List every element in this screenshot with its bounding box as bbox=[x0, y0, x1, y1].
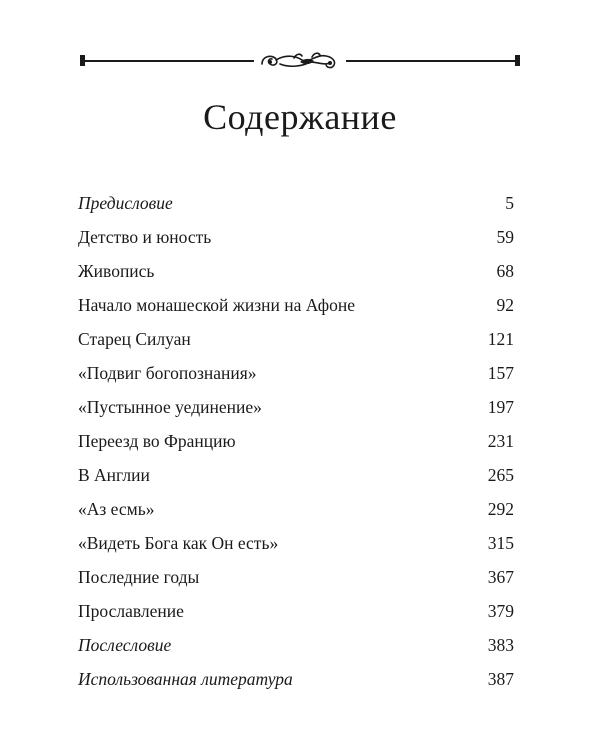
toc-entry[interactable] bbox=[78, 492, 514, 526]
toc-entry[interactable] bbox=[78, 220, 514, 254]
scroll-ornament-icon bbox=[256, 48, 344, 72]
toc-entry-title: Предисловие bbox=[78, 193, 173, 213]
toc-entry[interactable] bbox=[78, 628, 514, 662]
page-title: Содержание bbox=[203, 97, 397, 137]
toc-entry[interactable] bbox=[78, 594, 514, 628]
toc-entry-page: 231 bbox=[487, 431, 514, 451]
toc-entry-page: 68 bbox=[496, 261, 514, 281]
toc-entry[interactable] bbox=[78, 356, 514, 390]
toc-entry[interactable] bbox=[78, 526, 514, 560]
table-of-contents bbox=[78, 186, 514, 696]
ornament-right-rule bbox=[346, 60, 518, 62]
toc-entry-title: Детство и юность bbox=[78, 227, 212, 247]
toc-entry[interactable] bbox=[78, 424, 514, 458]
toc-entry-title: «Подвиг богопознания» bbox=[78, 363, 257, 383]
toc-entry-title: «Пустынное уединение» bbox=[78, 397, 262, 417]
header-ornament bbox=[80, 48, 520, 72]
toc-entry-page: 197 bbox=[487, 397, 514, 417]
toc-entry-page: 265 bbox=[487, 465, 514, 485]
toc-entry-page: 292 bbox=[487, 499, 514, 519]
toc-entry-page: 59 bbox=[496, 227, 514, 247]
toc-entry-title: Прославление bbox=[78, 601, 184, 621]
toc-entry-page: 5 bbox=[505, 193, 514, 213]
toc-entry-page: 92 bbox=[496, 295, 514, 315]
toc-entry-title: Начало монашеской жизни на Афоне bbox=[78, 295, 355, 315]
toc-entry[interactable] bbox=[78, 560, 514, 594]
toc-entry[interactable] bbox=[78, 186, 514, 220]
toc-entry-page: 121 bbox=[487, 329, 514, 349]
toc-entry[interactable] bbox=[78, 390, 514, 424]
toc-entry-title: Послесловие bbox=[78, 635, 172, 655]
toc-entry[interactable] bbox=[78, 288, 514, 322]
toc-entry-title: Старец Силуан bbox=[78, 329, 191, 349]
ornament-right-cap bbox=[515, 55, 520, 66]
toc-entry-title: «Аз есмь» bbox=[78, 499, 155, 519]
toc-entry-title: Использованная литература bbox=[78, 669, 293, 689]
toc-entry[interactable] bbox=[78, 322, 514, 356]
toc-entry-page: 367 bbox=[487, 567, 514, 587]
toc-entry-page: 157 bbox=[487, 363, 514, 383]
toc-entry-title: Переезд во Францию bbox=[78, 431, 236, 451]
toc-entry-page: 315 bbox=[487, 533, 514, 553]
toc-entry-page: 383 bbox=[487, 635, 514, 655]
toc-entry-title: «Видеть Бога как Он есть» bbox=[78, 533, 279, 553]
toc-entry[interactable] bbox=[78, 458, 514, 492]
ornament-left-rule bbox=[82, 60, 254, 62]
toc-entry-page: 387 bbox=[487, 669, 514, 689]
toc-entry[interactable] bbox=[78, 254, 514, 288]
toc-entry-title: Последние годы bbox=[78, 567, 200, 587]
toc-entry-title: Живопись bbox=[78, 261, 155, 281]
toc-entry[interactable] bbox=[78, 662, 514, 696]
toc-entry-page: 379 bbox=[487, 601, 514, 621]
toc-entry-title: В Англии bbox=[78, 465, 150, 485]
